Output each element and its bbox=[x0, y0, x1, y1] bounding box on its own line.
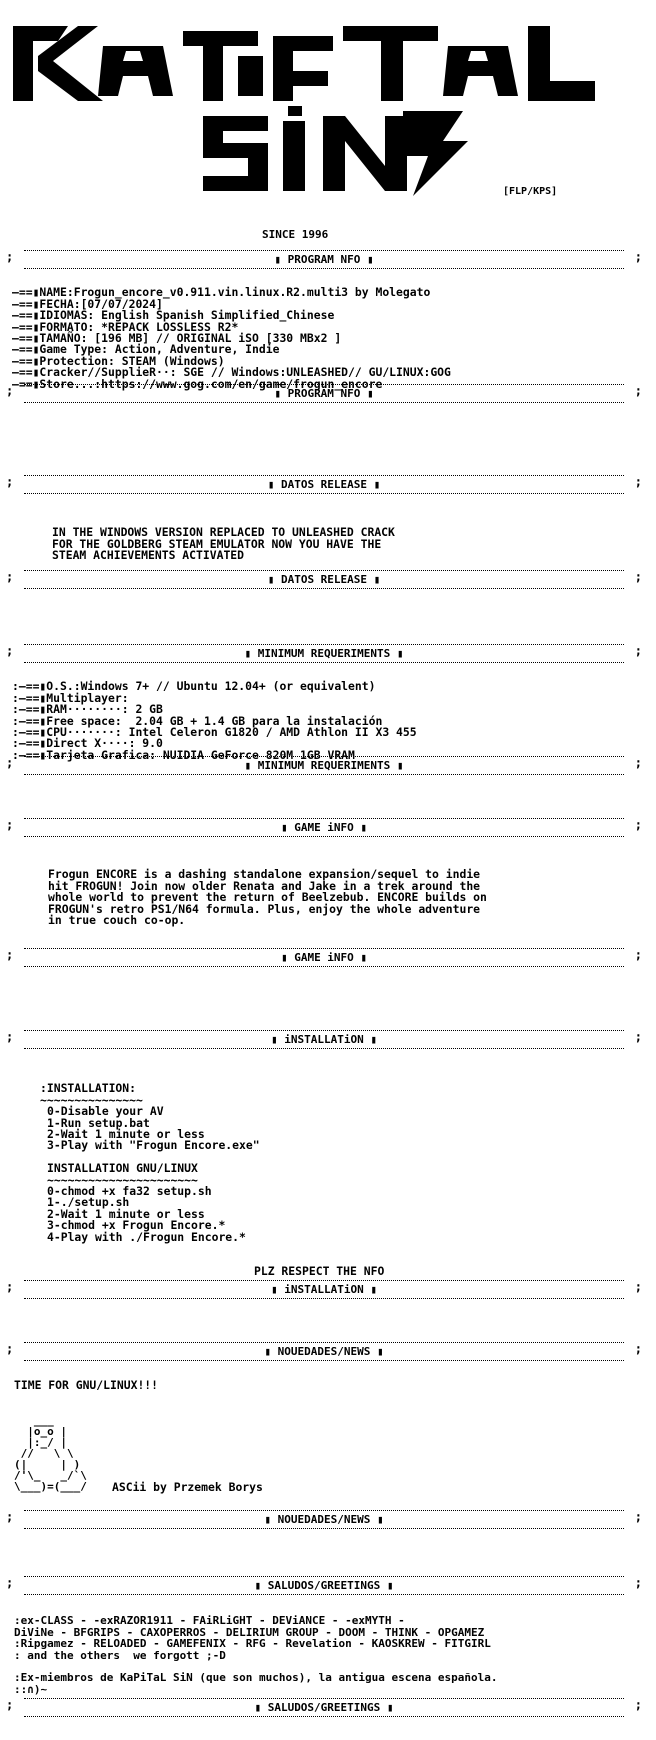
respect-notice: PLZ RESPECT THE NFO bbox=[254, 1264, 385, 1278]
group-credit: [FLP/KPS] bbox=[503, 186, 558, 197]
installation-steps: :INSTALLATION: ~~~~~~~~~~~~~~~ 0-Disable your AV 1-Run setup.bat 2-Wait 1 minute or less 3-Play with "Frogun Encore.exe" INSTALLATION GNU/LINUX ~~~~~~~~~~~~~~~~~~~~~~ 0-chmod +x fa32 setup.sh 1-./setup.sh 2-Wait 1 minute or less 3-chmod +x Frogun Encore.* 4-Play with ./Frogun Encore.* bbox=[40, 1081, 260, 1244]
datos-release-text: IN THE WINDOWS VERSION REPLACED TO UNLEASHED CRACK FOR THE GOLDBERG STEAM EMULATOR NOW YOU HAVE THE STEAM ACHIEVEMENTS ACTIVATED bbox=[52, 525, 395, 563]
section-footer-requirements: ; ; ▮ MINIMUM REQUERIMENTS ▮ bbox=[6, 752, 642, 780]
section-footer-greetings: ; ; ▮ SALUDOS/GREETINGS ▮ bbox=[6, 1694, 642, 1722]
nfo-line: —==▮FECHA:[07/07/2024] bbox=[12, 296, 163, 311]
nfo-line: —==▮Cracker//SupplieR··: SGE // Windows:UNLEASHED// GU/LINUX:GOG bbox=[12, 365, 451, 380]
nfo-line: —==▮FORMATO: *REPACK LOSSLESS R2* bbox=[12, 319, 239, 334]
nfo-line: —==▮Game Type: Action, Adventure, Indie bbox=[12, 342, 280, 357]
section-footer-program-nfo: ; ; ▮ PROGRAM NFO ▮ bbox=[6, 380, 642, 408]
nfo-line: —==▮TAMAÑO: [196 MB] // ORIGINAL iSO [330 MBx2 ] bbox=[12, 331, 342, 346]
since-year: SINCE 1996 bbox=[262, 228, 329, 241]
nfo-line: —==▮NAME:Frogun_encore_v0.911.vin.linux.R2.multi3 by Molegato bbox=[12, 285, 431, 300]
section-header-program-nfo: ; ; ▮ PROGRAM NFO ▮ bbox=[6, 246, 642, 274]
section-footer-datos-release: ; ; ▮ DATOS RELEASE ▮ bbox=[6, 566, 642, 594]
section-header-requirements: ; ; ▮ MINIMUM REQUERIMENTS ▮ bbox=[6, 640, 642, 668]
news-headline: TIME FOR GNU/LINUX!!! bbox=[14, 1378, 159, 1392]
penguin-ascii-art: ___ |o_o | |:_/ | // \ \ (| | ) /'\_ _/`\ \___)=(___/ bbox=[14, 1414, 87, 1493]
greetings-lines: :ex-CLASS - -exRAZOR1911 - FAiRLiGHT - DEViANCE - -exMYTH - DiViNe - BFGRIPS - CAXOPERROS - DELIRIUM GROUP - DOOM - THINK - OPGAMEZ :Ripgamez - RELOADED - GAMEFENIX - RFG - Revelation - KAOSKREW - FITGIRL : and the others we forgott ;-D :Ex-miembros de KaPiTaL SiN (que son muchos), la antigua escena española. ::∩)~ bbox=[14, 1614, 498, 1696]
section-header-datos-release: ; ; ▮ DATOS RELEASE ▮ bbox=[6, 471, 642, 499]
section-header-installation: ; ; ▮ iNSTALLATiON ▮ bbox=[6, 1026, 642, 1054]
section-header-greetings: ; ; ▮ SALUDOS/GREETINGS ▮ bbox=[6, 1572, 642, 1600]
section-footer-installation: ; ; ▮ iNSTALLATiON ▮ bbox=[6, 1276, 642, 1304]
section-header-news: ; ; ▮ NOUEDADES/NEWS ▮ bbox=[6, 1338, 642, 1366]
section-footer-game-info: ; ; ▮ GAME iNFO ▮ bbox=[6, 944, 642, 972]
section-header-game-info: ; ; ▮ GAME iNFO ▮ bbox=[6, 814, 642, 842]
nfo-line: —==▮Store...:https://www.gog.com/en/game/frogun_encore bbox=[12, 376, 383, 391]
section-footer-news: ; ; ▮ NOUEDADES/NEWS ▮ bbox=[6, 1506, 642, 1534]
nfo-line: —==▮IDIOMAS: English Spanish Simplified_Chinese bbox=[12, 308, 335, 323]
requirements-lines: :—==▮O.S.:Windows 7+ // Ubuntu 12.04+ (or equivalent) :—==▮Multiplayer: :—==▮RAM········: 2 GB :—==▮Free space: 2.04 GB + 1.4 GB para la instalación :—==▮CPU·······: Intel Celeron G1820 / AMD Athlon II X3 455 :—==▮Direct X····: 9.0 :—==▮Tarjeta Grafica: NUIDIA GeForce 820M 1GB VRAM bbox=[12, 679, 417, 762]
nfo-line: —==▮Protection: STEAM (Windows) bbox=[12, 353, 225, 368]
game-info-text: Frogun ENCORE is a dashing standalone expansion/sequel to indie hit FROGUN! Join now older Renata and Jake in a trek around the whole world to prevent the return of Beelzebub. ENCORE builds on FROGUN's retro PS1/N64 formula. Plus, enjoy the whole adventure in true couch co-op. bbox=[48, 867, 487, 928]
section-title: ▮ PROGRAM NFO ▮ bbox=[274, 253, 374, 266]
program-nfo-lines bbox=[12, 276, 451, 390]
ascii-credit: ASCii by Przemek Borys bbox=[112, 1480, 263, 1494]
kapital-sin-logo bbox=[8, 6, 608, 206]
